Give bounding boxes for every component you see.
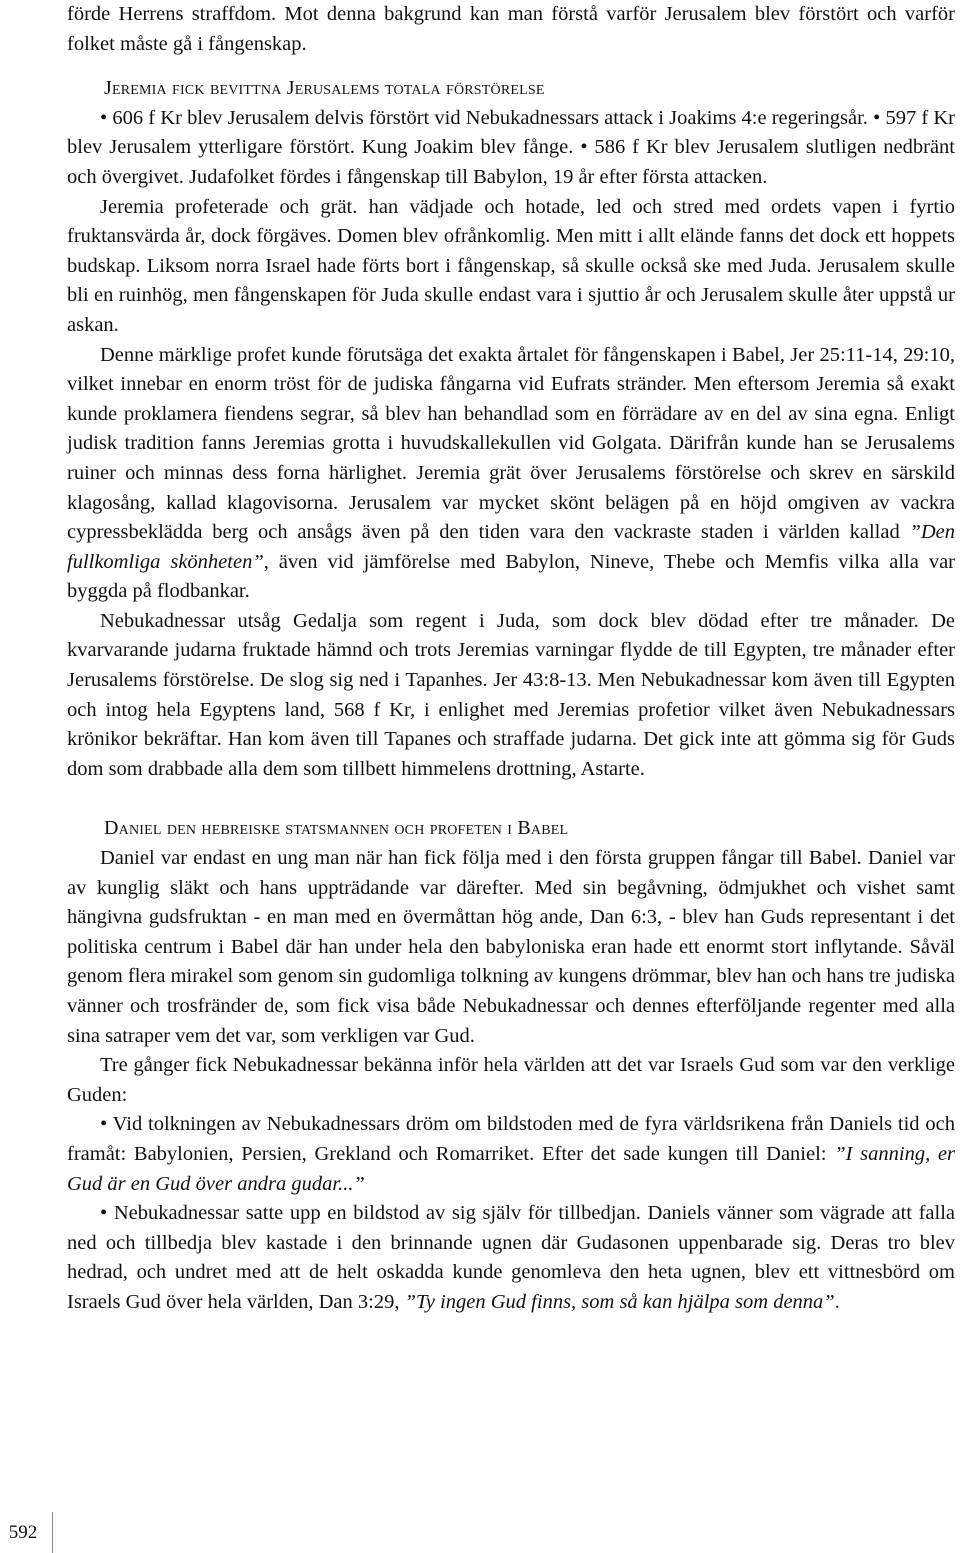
bullet-glyph: • xyxy=(100,1202,108,1225)
bullet-item-bildstod xyxy=(67,1199,955,1317)
intro-paragraph: förde Herrens straffdom. Mot denna bakgrund kan man förstå varför Jerusalem blev förstört och varför folket måste gå i fångenskap. xyxy=(67,3,955,55)
bullet-end: . xyxy=(834,1290,840,1313)
bullet-text: 606 f Kr blev Jerusalem delvis förstört vid Nebukadnessars attack i Joakims 4:e regeringsår. • 597 f Kr blev Jerusalem ytterligare förstört. Kung Joakim blev fånge. • 586 f Kr blev Jerusalem slutligen nedbränt och övergivet. Judafolket fördes i fångenskap till Babylon, 19 år efter första attacken. xyxy=(67,106,956,188)
quote-text: ”Ty ingen Gud finns, som så kan hjälpa som denna” xyxy=(404,1290,835,1313)
paragraph-daniel-var: Daniel var endast en ung man när han fick följa med i den första gruppen fångar till Babel. Daniel var av kunglig släkt och hans uppträdande var därefter. Med sin begåvning, ödmjukhet och vishet samt hängivna gudsfruktan - en man med en övermåttan hög ande, Dan 6:3, - blev han Guds representant i det politiska centrum i Babel där han under hela den babyloniska eran hade ett enormt stort inflytande. Såväl genom flera mirakel som genom sin gudomliga tolkning av kungens drömmar, blev han och hans tre judiska vänner och trosfränder de, som fick visa både Nebukadnessar och dennes efterföljande regenter med alla sina satraper vem det var, som verkligen var Gud. xyxy=(67,847,955,1047)
paragraph-text: , även vid jämförelse med Babylon, Nineve, Thebe och Memfis vilka alla var byggda på flodbankar. xyxy=(67,550,955,603)
bullet-text: Vid tolkningen av Nebukadnessars dröm om bildstoden med de fyra världsrikena från Daniels tid och framåt: Babylonien, Persien, Grekland och Romarriket. Efter det sade kungen till Daniel: xyxy=(67,1113,955,1165)
bullet-list-paragraph xyxy=(67,104,955,193)
paragraph-tre-ganger: Tre gånger fick Nebukadnessar bekänna inför hela världen att det var Israels Gud som var den verklige Guden: xyxy=(67,1054,955,1106)
paragraph-nebukadnessar-utsag: Nebukadnessar utsåg Gedalja som regent i Juda, som dock blev dödad efter tre månader. De kvarvarande judarna fruktade hämnd och trots Jeremias varningar flydde de till Egypten, tre månader efter Jerusalems förstörelse. De slog sig ned i Tapanhes. Jer 43:8-13. Men Nebukadnessar kom även till Egypten och intog hela Egyptens land, 568 f Kr, i enlighet med Jeremias profetior vilket även Nebukadnessars krönikor bekräftar. Han kom även till Tapanes och straffade judarna. Det gick inte att gömma sig för Guds dom som drabbade alla dem som tillbett himmelens drottning, Astarte. xyxy=(67,609,955,780)
paragraph-denne-marklige xyxy=(67,341,955,607)
page-number: 592 xyxy=(8,1522,38,1543)
bullet-item-tolkningen xyxy=(67,1110,955,1199)
section-heading-jeremia: Jeremia fick bevittna Jerusalems totala förstörelse xyxy=(104,77,545,100)
bullet-glyph: • xyxy=(100,106,108,129)
bullet-text: Nebukadnessar satte upp en bildstod av sig själv för tillbedjan. Daniels vänner som vägrade att falla ned och tillbedja blev kastade i den brinnande ugnen där Gudasonen uppenbarade sig. Deras tro blev hedrad, och undret med att de helt oskadda kunde genomleva den heta ugnen, blev ett vittnesbörd om Israels Gud över hela världen, Dan 3:29, xyxy=(67,1202,956,1313)
margin-rule xyxy=(52,1512,53,1553)
paragraph-jeremia-profeterade: Jeremia profeterade och grät. han vädjade och hotade, led och stred med ordets vapen i fyrtio fruktansvärda år, dock förgäves. Domen blev ofrånkomlig. Men mitt i allt elände fanns det dock ett hoppets budskap. Liksom norra Israel hade förts bort i fångenskap, så skulle också ske med Juda. Jerusalem skulle bli en ruinhög, men fångenskapen för Juda skulle endast vara i sjuttio år och Jerusalem skulle åter uppstå ur askan. xyxy=(67,195,955,336)
paragraph-text: Denne märklige profet kunde förutsäga det exakta årtalet för fångenskapen i Babel, Jer 25:11-14, 29:10, vilket innebar en enorm tröst för de judiska fångarna vid Eufrats stränder. Men eftersom Jeremia så exakt kunde proklamera fiendens segrar, så blev han behandlad som en förrädare av en del av sina egna. Enligt judisk tradition fanns Jeremias grotta i huvudskallekullen vid Golgata. Därifrån kunde han se Jerusalems ruiner och minnas dess forna härlighet. Jeremia grät över Jerusalems förstörelse och skrev en särskild klagosång, kallad klagovisorna. Jerusalem var mycket skönt belägen på en höjd omgiven av vackra cypressbeklädda berg och ansågs även på den tiden vara den vackraste staden i världen kallad xyxy=(67,343,955,544)
page-body xyxy=(67,0,955,1318)
bullet-glyph: • xyxy=(100,1113,108,1136)
section-heading-daniel: Daniel den hebreiske statsmannen och profeten i Babel xyxy=(104,817,569,840)
quote-text: ”Den fullkomliga skönheten” xyxy=(67,521,955,573)
quote-text: ”I sanning, er Gud är en Gud över andra gudar...” xyxy=(67,1142,955,1195)
